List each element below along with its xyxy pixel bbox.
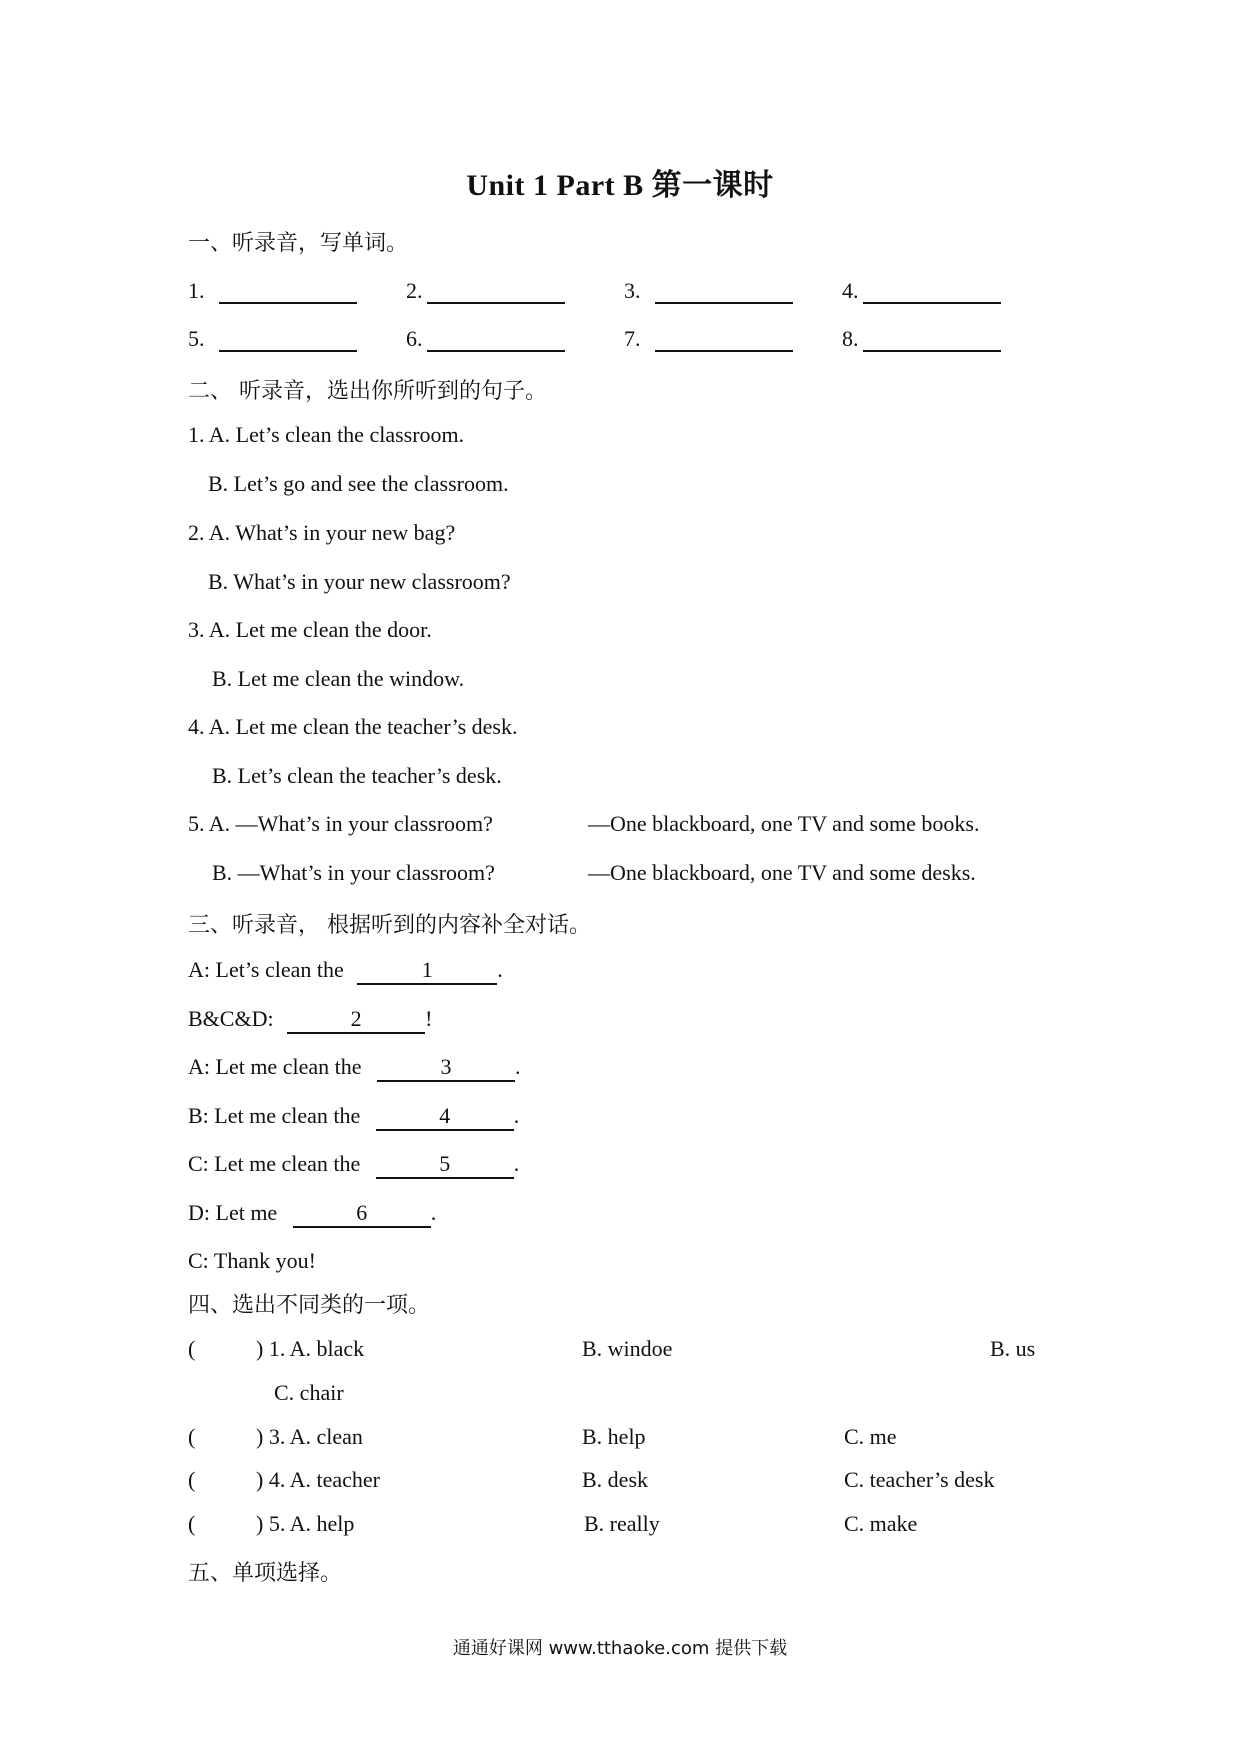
dialogue-line: B&C&D: 2 !: [188, 1006, 432, 1034]
question-option: B. Let me clean the window.: [212, 666, 465, 691]
blank-item: 5.: [188, 326, 357, 352]
choice-row: [188, 1511, 1088, 1541]
dialogue-line: A: Let me clean the 3 .: [188, 1054, 520, 1082]
question-option: B. Let’s go and see the classroom.: [208, 471, 509, 496]
answer-paren[interactable]: (: [188, 1467, 196, 1492]
dialogue-line: C: Let me clean the 5 .: [188, 1151, 519, 1179]
section4-heading: 四、选出不同类的一项。: [188, 1293, 431, 1318]
blank-item: 1.: [188, 278, 357, 304]
blank-item: 8.: [842, 326, 1001, 352]
option-c: C. teacher’s desk: [844, 1467, 995, 1492]
option-a: ) 4. A. teacher: [256, 1467, 380, 1492]
choice-row: [188, 1336, 1088, 1366]
choice-row: [188, 1424, 1088, 1454]
answer-blank[interactable]: [863, 326, 1001, 352]
footer-credit: 通通好课网 www.tthaoke.com 提供下载: [452, 1638, 788, 1659]
answer-paren[interactable]: (: [188, 1511, 196, 1536]
dialogue-blank[interactable]: 5: [376, 1151, 514, 1179]
section1-heading: 一、听录音，写单词。: [188, 231, 409, 256]
dialogue-blank[interactable]: 3: [377, 1054, 515, 1082]
section5-heading: 五、单项选择。: [188, 1561, 343, 1586]
answer-paren[interactable]: (: [188, 1336, 196, 1361]
question-option: B. What’s in your new classroom?: [208, 569, 511, 594]
option-a: ) 5. A. help: [256, 1511, 355, 1536]
dialogue-blank[interactable]: 1: [357, 957, 497, 985]
dialogue-blank[interactable]: 6: [293, 1200, 431, 1228]
blank-item: 7.: [624, 326, 793, 352]
answer-blank[interactable]: [655, 326, 793, 352]
option-b: B. really: [584, 1511, 660, 1536]
answer-blank[interactable]: [427, 278, 565, 304]
answer-blank[interactable]: [863, 278, 1001, 304]
question-option: 1. A. Let’s clean the classroom.: [188, 422, 465, 447]
answer-blank[interactable]: [219, 326, 357, 352]
option-extra: C. chair: [274, 1380, 344, 1405]
option-a: ) 3. A. clean: [256, 1424, 363, 1449]
dialogue-line: D: Let me 6 .: [188, 1200, 436, 1228]
option-b: B. help: [582, 1424, 646, 1449]
dialogue-line: A: Let’s clean the 1 .: [188, 957, 503, 985]
question-option: 2. A. What’s in your new bag?: [188, 520, 456, 545]
section2-heading: 二、 听录音，选出你所听到的句子。: [188, 379, 547, 404]
dialogue-line: C: Thank you!: [188, 1248, 316, 1273]
blank-item: 2.: [406, 278, 565, 304]
question-option: B. Let’s clean the teacher’s desk.: [212, 763, 502, 788]
blank-item: 6.: [406, 326, 565, 352]
question-option: 4. A. Let me clean the teacher’s desk.: [188, 714, 518, 739]
option-c: B. us: [990, 1336, 1036, 1361]
blank-row-1: [188, 278, 1088, 308]
question-option: 3. A. Let me clean the door.: [188, 617, 432, 642]
answer-paren[interactable]: (: [188, 1424, 196, 1449]
page-title: Unit 1 Part B 第一课时: [466, 169, 774, 202]
option-b: B. windoe: [582, 1336, 673, 1361]
dialogue-blank[interactable]: 2: [287, 1006, 425, 1034]
dialogue-blank[interactable]: 4: [376, 1103, 514, 1131]
option-b: B. desk: [582, 1467, 648, 1492]
option-c: C. make: [844, 1511, 918, 1536]
question-option: 5. A. —What’s in your classroom?: [188, 811, 493, 836]
option-c: C. me: [844, 1424, 897, 1449]
blank-item: 4.: [842, 278, 1001, 304]
question-option: —One blackboard, one TV and some desks.: [588, 860, 976, 885]
option-a: ) 1. A. black: [256, 1336, 365, 1361]
answer-blank[interactable]: [219, 278, 357, 304]
blank-row-2: [188, 326, 1088, 356]
choice-row: [188, 1467, 1088, 1497]
answer-blank[interactable]: [655, 278, 793, 304]
dialogue-line: B: Let me clean the 4 .: [188, 1103, 519, 1131]
section3-heading: 三、听录音， 根据听到的内容补全对话。: [188, 913, 591, 938]
blank-item: 3.: [624, 278, 793, 304]
question-option: —One blackboard, one TV and some books.: [588, 811, 980, 836]
answer-blank[interactable]: [427, 326, 565, 352]
question-option: B. —What’s in your classroom?: [212, 860, 495, 885]
